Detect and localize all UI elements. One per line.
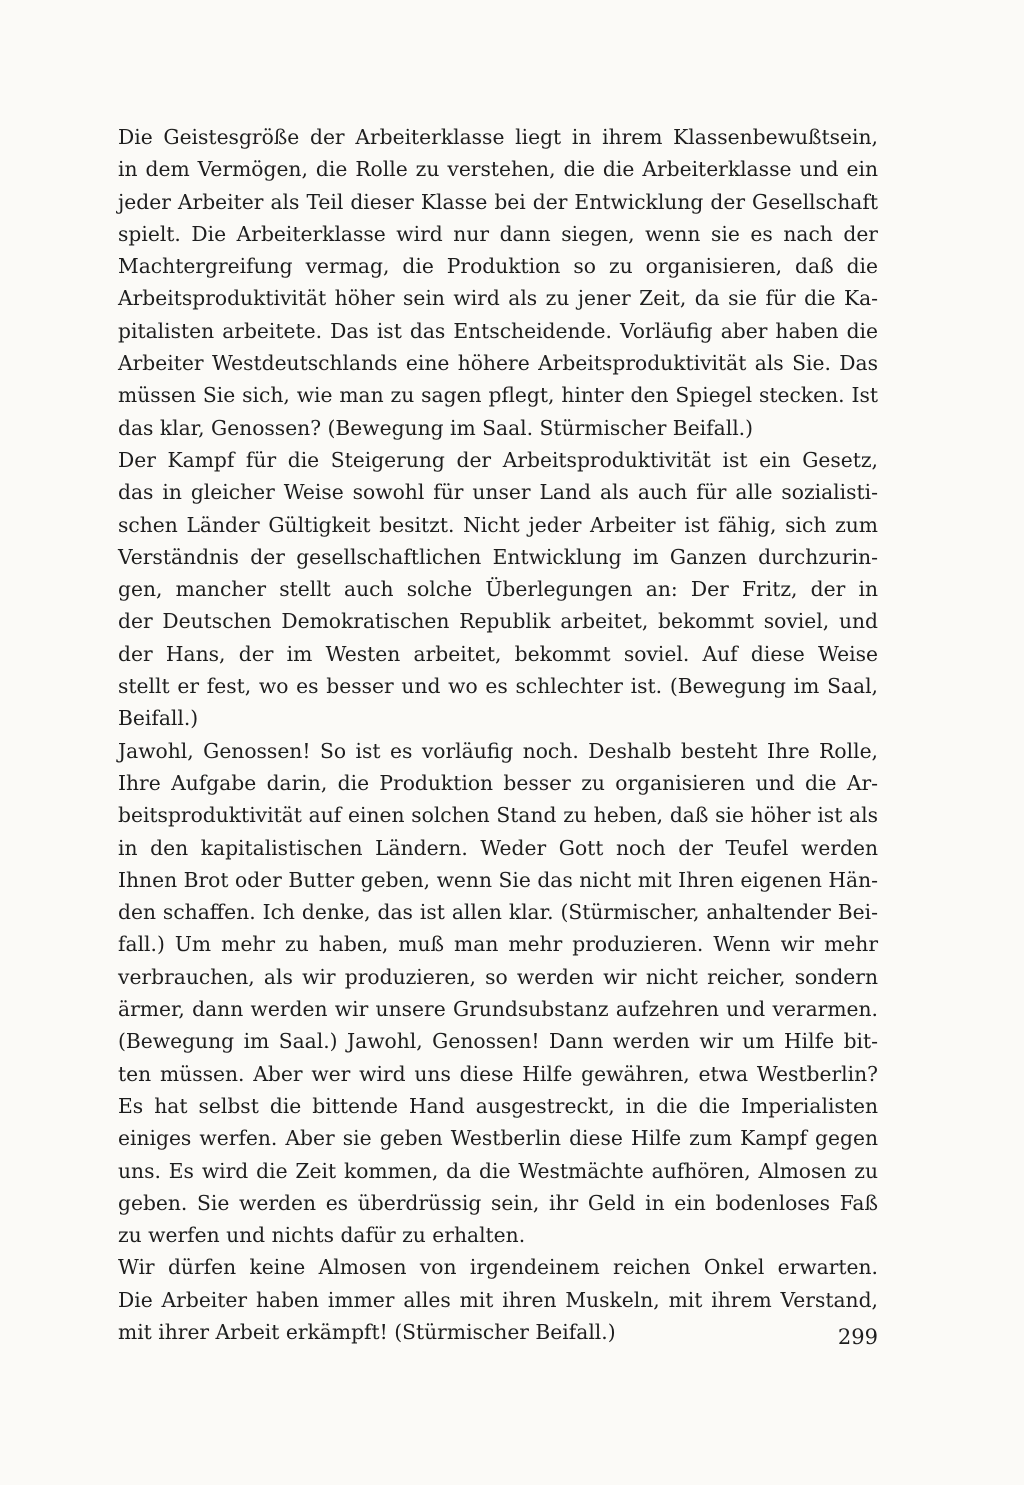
text-line: den schaffen. Ich denke, das ist allen klar. (Stürmischer, anhaltender Bei-	[118, 900, 878, 925]
text-line: in den kapitalistischen Ländern. Weder Gott noch der Teufel werden	[118, 835, 878, 860]
text-line: geben. Sie werden es überdrüssig sein, ihr Geld in ein bodenloses Faß	[118, 1190, 878, 1215]
text-line: verbrauchen, als wir produzieren, so werden wir nicht reicher, sondern	[118, 964, 878, 989]
text-line: Die Arbeiter haben immer alles mit ihren Muskeln, mit ihrem Verstand,	[118, 1287, 878, 1312]
text-line: beitsproduktivität auf einen solchen Stand zu heben, daß sie höher ist als	[118, 803, 878, 828]
text-line: der Hans, der im Westen arbeitet, bekommt soviel. Auf diese Weise	[118, 641, 878, 666]
text-line: Machtergreifung vermag, die Produktion so zu organisieren, daß die	[118, 254, 878, 279]
page-number: 299	[837, 1325, 878, 1349]
text-line: Wir dürfen keine Almosen von irgendeinem reichen Onkel erwarten.	[118, 1255, 878, 1280]
paragraph	[118, 444, 878, 735]
text-line: spielt. Die Arbeiterklasse wird nur dann siegen, wenn sie es nach der	[118, 221, 878, 246]
text-line: ärmer, dann werden wir unsere Grundsubstanz aufzehren und verarmen.	[118, 997, 878, 1022]
text-line: Beifall.)	[118, 706, 199, 731]
text-line: pitalisten arbeitete. Das ist das Entscheidende. Vorläufig aber haben die	[118, 318, 878, 343]
text-line: Ihnen Brot oder Butter geben, wenn Sie das nicht mit Ihren eigenen Hän-	[118, 867, 878, 892]
paragraph	[118, 1251, 878, 1348]
text-line: schen Länder Gültigkeit besitzt. Nicht jeder Arbeiter ist fähig, sich zum	[118, 512, 878, 537]
text-line: Arbeiter Westdeutschlands eine höhere Arbeitsproduktivität als Sie. Das	[118, 351, 878, 376]
text-line: Jawohl, Genossen! So ist es vorläufig noch. Deshalb besteht Ihre Rolle,	[118, 738, 878, 763]
text-line: müssen Sie sich, wie man zu sagen pflegt, hinter den Spiegel stecken. Ist	[118, 383, 878, 408]
text-line: das klar, Genossen? (Bewegung im Saal. Stürmischer Beifall.)	[118, 415, 754, 440]
text-line: Verständnis der gesellschaftlichen Entwicklung im Ganzen durchzurin-	[118, 544, 878, 569]
text-line: Die Geistesgröße der Arbeiterklasse liegt in ihrem Klassenbewußtsein,	[118, 125, 878, 149]
text-line: in dem Vermögen, die Rolle zu verstehen, die die Arbeiterklasse und ein	[118, 157, 878, 182]
paragraph	[118, 121, 878, 444]
text-line: Der Kampf für die Steigerung der Arbeitsproduktivität ist ein Gesetz,	[118, 447, 878, 472]
text-line: jeder Arbeiter als Teil dieser Klasse bei der Entwicklung der Gesellschaft	[118, 189, 878, 214]
text-line: ten müssen. Aber wer wird uns diese Hilfe gewähren, etwa Westberlin?	[118, 1061, 878, 1086]
text-line: gen, mancher stellt auch solche Überlegungen an: Der Fritz, der in	[118, 577, 878, 602]
body-text	[118, 121, 878, 1348]
text-line: mit ihrer Arbeit erkämpft! (Stürmischer Beifall.)	[118, 1319, 616, 1344]
text-line: fall.) Um mehr zu haben, muß man mehr produzieren. Wenn wir mehr	[118, 932, 878, 957]
text-line: zu werfen und nichts dafür zu erhalten.	[118, 1223, 526, 1248]
text-line: einiges werfen. Aber sie geben Westberlin diese Hilfe zum Kampf gegen	[118, 1126, 878, 1151]
text-line: Es hat selbst die bittende Hand ausgestreckt, in die die Imperialisten	[118, 1093, 878, 1118]
text-line: (Bewegung im Saal.) Jawohl, Genossen! Dann werden wir um Hilfe bit-	[118, 1029, 878, 1054]
text-line: Arbeitsproduktivität höher sein wird als zu jener Zeit, da sie für die Ka-	[118, 286, 878, 311]
text-line: uns. Es wird die Zeit kommen, da die Westmächte aufhören, Almosen zu	[118, 1158, 878, 1183]
text-line: Ihre Aufgabe darin, die Produktion besser zu organisieren und die Ar-	[118, 770, 878, 795]
paragraph	[118, 735, 878, 1252]
text-line: stellt er fest, wo es besser und wo es schlechter ist. (Bewegung im Saal,	[118, 674, 878, 699]
text-line: der Deutschen Demokratischen Republik arbeitet, bekommt soviel, und	[118, 609, 878, 634]
text-line: das in gleicher Weise sowohl für unser Land als auch für alle sozialisti-	[118, 480, 878, 505]
